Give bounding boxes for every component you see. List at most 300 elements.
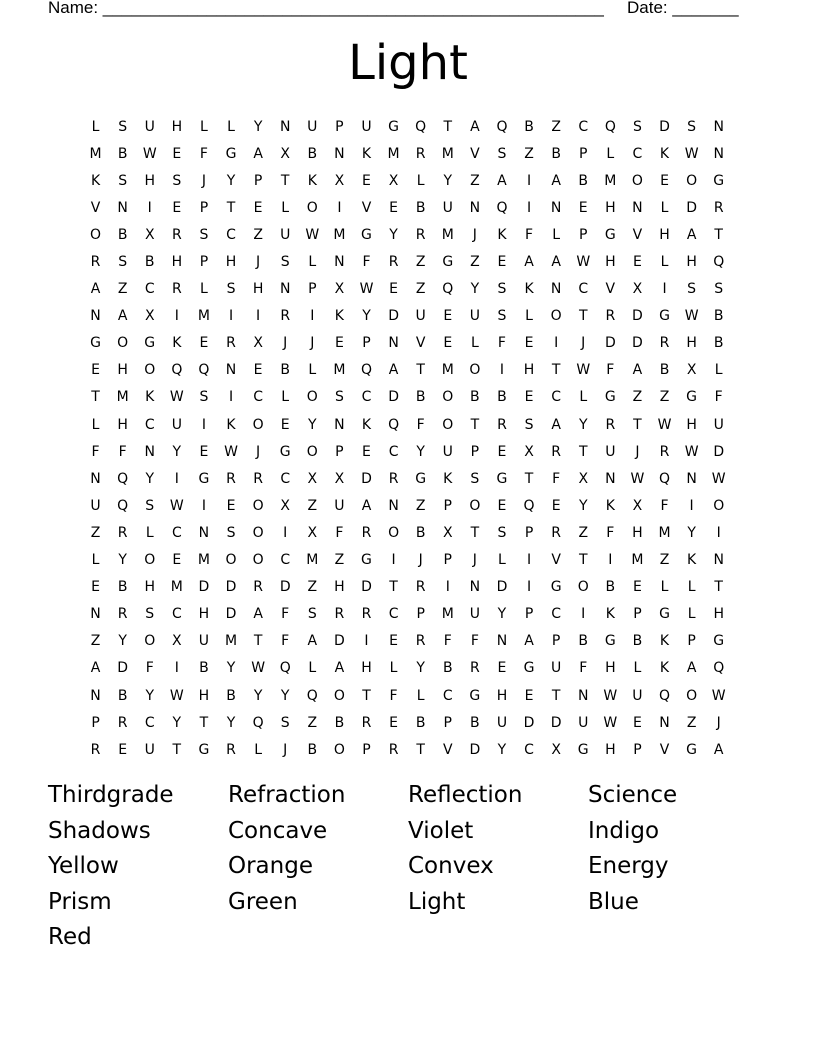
grid-letter: I [256, 308, 261, 325]
grid-letter: O [90, 226, 102, 243]
grid-letter: R [90, 741, 101, 758]
grid-letter: P [633, 741, 642, 758]
grid-letter: M [441, 606, 454, 623]
grid-letter: K [361, 416, 372, 433]
word-list-item: Thirdgrade [48, 782, 174, 808]
grid-letter: X [144, 308, 155, 325]
grid-letter: O [442, 389, 454, 406]
grid-letter: B [307, 145, 318, 162]
grid-letter: G [659, 308, 670, 325]
grid-letter: N [713, 118, 724, 135]
grid-letter: Q [496, 118, 508, 135]
grid-letter: Q [659, 687, 671, 704]
grid-letter: N [659, 714, 670, 731]
grid-letter: C [388, 443, 399, 460]
grid-letter: R [280, 308, 291, 325]
grid-letter: P [416, 606, 425, 623]
grid-letter: Z [415, 497, 426, 514]
grid-letter: I [608, 552, 613, 569]
grid-letter: S [226, 281, 236, 298]
grid-row [82, 574, 732, 601]
grid-letter: L [308, 254, 317, 271]
grid-letter: W [684, 308, 699, 325]
grid-letter: X [524, 443, 534, 460]
grid-letter: C [632, 145, 643, 162]
grid-letter: F [470, 633, 479, 650]
grid-letter: W [169, 497, 184, 514]
grid-letter: J [201, 172, 206, 189]
grid-letter: V [361, 199, 372, 216]
grid-letter: A [90, 660, 101, 677]
word-list-item: Violet [408, 817, 474, 844]
grid-letter: U [415, 308, 426, 325]
grid-letter: D [469, 741, 481, 758]
grid-letter: B [415, 389, 426, 406]
grid-letter: X [172, 633, 182, 650]
grid-row [82, 194, 732, 221]
grid-letter: T [443, 118, 453, 135]
grid-letter: P [253, 172, 263, 189]
grid-letter: P [199, 199, 209, 216]
grid-letter: W [630, 470, 645, 487]
grid-letter: B [605, 579, 616, 596]
grid-letter: L [91, 552, 100, 569]
grid-letter: Y [172, 714, 182, 731]
grid-letter: E [660, 172, 669, 189]
grid-letter: X [334, 470, 345, 487]
grid-letter: O [252, 524, 264, 541]
grid-letter: H [605, 660, 616, 677]
grid-letter: F [443, 633, 452, 650]
grid-letter: E [172, 199, 182, 216]
grid-letter: K [172, 335, 182, 352]
grid-letter: L [416, 172, 425, 189]
grid-letter: P [335, 443, 344, 460]
grid-letter: X [632, 497, 643, 514]
grid-letter: S [632, 118, 642, 135]
grid-letter: F [389, 687, 398, 704]
date-field-label: Date: _______ [627, 0, 739, 17]
letter-grid [82, 113, 732, 763]
grid-letter: F [362, 254, 371, 271]
grid-letter: W [169, 687, 184, 704]
grid-letter: N [469, 579, 481, 596]
grid-letter: D [361, 470, 372, 487]
grid-letter: O [550, 308, 562, 325]
grid-letter: H [171, 118, 183, 135]
grid-letter: Z [307, 579, 318, 596]
grid-letter: B [470, 389, 480, 406]
grid-letter: B [199, 660, 209, 677]
grid-letter: T [362, 687, 371, 704]
grid-letter: B [415, 199, 426, 216]
grid-letter: A [497, 172, 507, 189]
grid-letter: U [469, 308, 480, 325]
grid-letter: N [388, 335, 399, 352]
grid-letter: J [716, 714, 721, 731]
grid-letter: T [389, 579, 398, 596]
grid-letter: C [388, 606, 399, 623]
grid-letter: O [469, 362, 481, 379]
grid-letter: A [686, 226, 697, 243]
grid-letter: E [172, 552, 182, 569]
grid-letter: O [252, 497, 264, 514]
grid-letter: T [578, 552, 588, 569]
grid-row [82, 682, 732, 709]
grid-row [82, 655, 732, 682]
grid-letter: M [116, 389, 129, 406]
grid-letter: B [632, 633, 643, 650]
grid-letter: W [251, 660, 266, 677]
grid-letter: H [117, 362, 128, 379]
grid-letter: G [686, 389, 698, 406]
grid-letter: E [389, 199, 398, 216]
grid-letter: I [174, 308, 179, 325]
grid-letter: H [605, 741, 616, 758]
grid-row [82, 140, 732, 167]
grid-letter: E [389, 633, 398, 650]
grid-letter: Y [497, 741, 507, 758]
grid-letter: E [524, 687, 534, 704]
grid-letter: X [334, 281, 345, 298]
grid-letter: A [334, 660, 345, 677]
grid-letter: H [361, 660, 372, 677]
grid-letter: N [90, 606, 101, 623]
grid-row [82, 547, 732, 574]
grid-letter: V [90, 199, 101, 216]
grid-letter: B [470, 714, 480, 731]
grid-letter: R [117, 714, 128, 731]
grid-letter: E [199, 335, 209, 352]
grid-letter: Q [388, 416, 400, 433]
grid-letter: N [225, 362, 237, 379]
grid-letter: I [174, 660, 179, 677]
grid-letter: J [418, 552, 423, 569]
grid-letter: G [198, 470, 210, 487]
grid-letter: C [171, 524, 182, 541]
grid-letter: O [388, 524, 400, 541]
grid-letter: I [662, 281, 667, 298]
grid-letter: S [118, 172, 128, 189]
grid-letter: F [606, 524, 615, 541]
grid-letter: E [389, 281, 398, 298]
grid-letter: L [470, 335, 479, 352]
grid-letter: R [226, 470, 236, 487]
grid-letter: E [226, 497, 236, 514]
grid-letter: Y [253, 687, 263, 704]
grid-letter: P [633, 606, 642, 623]
grid-letter: F [281, 606, 290, 623]
grid-letter: B [415, 714, 426, 731]
grid-letter: B [713, 335, 724, 352]
grid-letter: Y [308, 416, 317, 433]
grid-letter: X [632, 281, 643, 298]
grid-letter: I [228, 308, 234, 325]
grid-letter: Z [307, 497, 318, 514]
grid-letter: Y [226, 714, 236, 731]
grid-letter: X [280, 145, 290, 162]
grid-letter: T [226, 199, 236, 216]
grid-letter: F [552, 470, 561, 487]
grid-letter: U [551, 660, 562, 677]
grid-letter: D [659, 118, 670, 135]
grid-letter: Z [686, 714, 697, 731]
grid-letter: L [200, 118, 208, 135]
grid-letter: L [633, 660, 642, 677]
grid-letter: S [172, 172, 182, 189]
grid-row [82, 167, 732, 194]
grid-letter: E [253, 362, 263, 379]
grid-letter: E [632, 579, 642, 596]
grid-letter: B [442, 660, 453, 677]
grid-letter: N [686, 470, 697, 487]
grid-letter: Y [497, 606, 507, 623]
grid-letter: U [578, 714, 589, 731]
grid-letter: E [497, 660, 507, 677]
grid-letter: E [632, 714, 642, 731]
grid-letter: X [578, 470, 589, 487]
grid-letter: N [713, 552, 724, 569]
grid-letter: Y [416, 660, 425, 677]
grid-letter: Q [713, 660, 725, 677]
grid-letter: Z [90, 524, 101, 541]
grid-letter: O [252, 552, 264, 569]
grid-letter: B [117, 579, 128, 596]
grid-letter: A [551, 416, 561, 433]
grid-letter: M [89, 145, 102, 162]
grid-letter: K [524, 281, 534, 298]
grid-letter: P [443, 552, 452, 569]
grid-row [82, 736, 732, 763]
grid-letter: F [606, 362, 615, 379]
grid-letter: E [497, 497, 507, 514]
grid-letter: O [144, 552, 156, 569]
grid-letter: M [604, 172, 617, 189]
grid-letter: R [415, 226, 426, 243]
grid-letter: C [551, 389, 562, 406]
grid-letter: K [307, 172, 317, 189]
name-field-label: Name: _____________________________________________________ [48, 0, 604, 17]
word-list-item: Orange [228, 853, 313, 879]
grid-letter: F [660, 497, 669, 514]
grid-letter: P [579, 226, 588, 243]
grid-letter: R [90, 254, 101, 271]
grid-row [82, 465, 732, 492]
grid-letter: B [117, 145, 128, 162]
grid-letter: G [415, 470, 427, 487]
grid-letter: T [91, 389, 100, 406]
grid-letter: L [606, 145, 615, 162]
grid-letter: A [632, 362, 643, 379]
grid-letter: E [524, 389, 534, 406]
grid-letter: P [687, 633, 696, 650]
grid-letter: S [199, 389, 209, 406]
grid-letter: M [333, 362, 346, 379]
grid-letter: Y [118, 633, 127, 650]
grid-letter: T [551, 687, 561, 704]
grid-letter: K [443, 470, 453, 487]
grid-letter: U [334, 497, 345, 514]
grid-letter: T [578, 308, 588, 325]
grid-letter: P [308, 281, 317, 298]
grid-letter: W [142, 145, 157, 162]
grid-letter: A [253, 606, 263, 623]
grid-letter: N [279, 281, 291, 298]
grid-letter: J [472, 226, 477, 243]
grid-row [82, 113, 732, 140]
grid-letter: P [91, 714, 100, 731]
grid-letter: I [174, 470, 179, 487]
grid-letter: I [581, 606, 586, 623]
grid-letter: R [605, 416, 616, 433]
grid-letter: R [171, 226, 182, 243]
grid-letter: V [470, 145, 480, 162]
grid-letter: Y [253, 118, 263, 135]
grid-letter: F [145, 660, 154, 677]
grid-row [82, 303, 732, 330]
grid-letter: H [171, 254, 183, 271]
grid-letter: L [552, 226, 561, 243]
grid-letter: Q [279, 660, 291, 677]
grid-letter: N [334, 416, 345, 433]
grid-letter: S [334, 389, 344, 406]
grid-letter: G [713, 633, 725, 650]
grid-letter: K [605, 606, 615, 623]
grid-letter: A [117, 308, 128, 325]
grid-letter: D [198, 579, 210, 596]
grid-row [82, 438, 732, 465]
grid-letter: Z [334, 552, 345, 569]
grid-letter: Z [659, 552, 670, 569]
grid-letter: R [388, 254, 399, 271]
grid-letter: Y [226, 660, 236, 677]
grid-letter: J [283, 741, 288, 758]
grid-letter: L [660, 254, 669, 271]
grid-letter: U [361, 118, 372, 135]
grid-letter: R [415, 633, 426, 650]
grid-letter: O [442, 416, 454, 433]
grid-letter: L [91, 118, 100, 135]
grid-letter: D [496, 579, 508, 596]
grid-letter: N [279, 118, 291, 135]
grid-letter: N [90, 308, 101, 325]
grid-letter: T [551, 362, 561, 379]
grid-letter: E [443, 308, 453, 325]
grid-letter: M [224, 633, 238, 650]
grid-letter: E [362, 172, 371, 189]
grid-letter: J [256, 254, 261, 271]
grid-letter: L [525, 308, 533, 325]
grid-letter: L [91, 416, 100, 433]
grid-letter: R [551, 443, 561, 460]
grid-letter: A [307, 633, 318, 650]
grid-letter: R [361, 714, 372, 731]
grid-letter: G [604, 633, 616, 650]
grid-letter: M [197, 552, 210, 569]
word-list-item: Refraction [228, 782, 346, 808]
grid-letter: N [334, 254, 345, 271]
grid-letter: T [524, 470, 534, 487]
grid-letter: T [253, 633, 263, 650]
grid-letter: P [524, 524, 534, 541]
grid-letter: F [579, 660, 588, 677]
grid-letter: T [470, 524, 480, 541]
grid-letter: C [253, 389, 263, 406]
grid-letter: N [577, 687, 589, 704]
grid-letter: T [416, 741, 425, 758]
grid-letter: B [117, 687, 128, 704]
grid-letter: X [334, 172, 345, 189]
grid-letter: S [497, 145, 507, 162]
grid-letter: Z [578, 524, 589, 541]
grid-letter: L [308, 362, 317, 379]
grid-letter: F [118, 443, 127, 460]
grid-letter: N [605, 470, 616, 487]
grid-letter: I [526, 552, 532, 569]
grid-letter: D [117, 660, 129, 677]
grid-letter: L [227, 118, 235, 135]
grid-letter: I [337, 199, 342, 216]
grid-letter: Y [389, 226, 398, 243]
grid-letter: C [361, 389, 372, 406]
grid-letter: T [714, 226, 723, 243]
grid-letter: L [687, 606, 696, 623]
grid-letter: I [526, 199, 532, 216]
grid-letter: I [283, 524, 288, 541]
grid-letter: E [551, 497, 561, 514]
word-list-item: Red [48, 924, 92, 950]
grid-row [82, 384, 732, 411]
grid-letter: S [687, 118, 697, 135]
grid-letter: D [388, 389, 399, 406]
grid-letter: Q [659, 470, 671, 487]
grid-letter: S [145, 606, 155, 623]
grid-letter: G [279, 443, 291, 460]
grid-letter: W [359, 281, 374, 298]
grid-letter: D [632, 335, 643, 352]
grid-letter: F [91, 443, 100, 460]
grid-letter: R [469, 660, 480, 677]
grid-letter: K [145, 389, 155, 406]
grid-letter: K [659, 633, 670, 650]
grid-letter: Z [90, 633, 101, 650]
grid-letter: Q [171, 362, 183, 379]
grid-letter: C [524, 741, 534, 758]
grid-letter: V [415, 335, 426, 352]
grid-letter: C [280, 552, 291, 569]
grid-letter: Z [253, 226, 263, 243]
grid-letter: E [443, 335, 453, 352]
grid-row [82, 330, 732, 357]
grid-letter: L [281, 389, 290, 406]
grid-letter: R [226, 741, 236, 758]
grid-letter: H [605, 199, 616, 216]
grid-letter: S [497, 281, 507, 298]
grid-letter: S [280, 254, 290, 271]
grid-letter: T [280, 172, 290, 189]
grid-letter: P [362, 335, 371, 352]
grid-letter: P [470, 443, 480, 460]
grid-letter: O [713, 497, 725, 514]
grid-letter: Y [362, 308, 371, 325]
grid-letter: X [144, 226, 155, 243]
grid-letter: L [254, 741, 263, 758]
grid-letter: E [578, 199, 588, 216]
grid-letter: M [658, 524, 671, 541]
grid-letter: Y [416, 443, 425, 460]
grid-letter: P [524, 606, 534, 623]
grid-letter: A [388, 362, 399, 379]
